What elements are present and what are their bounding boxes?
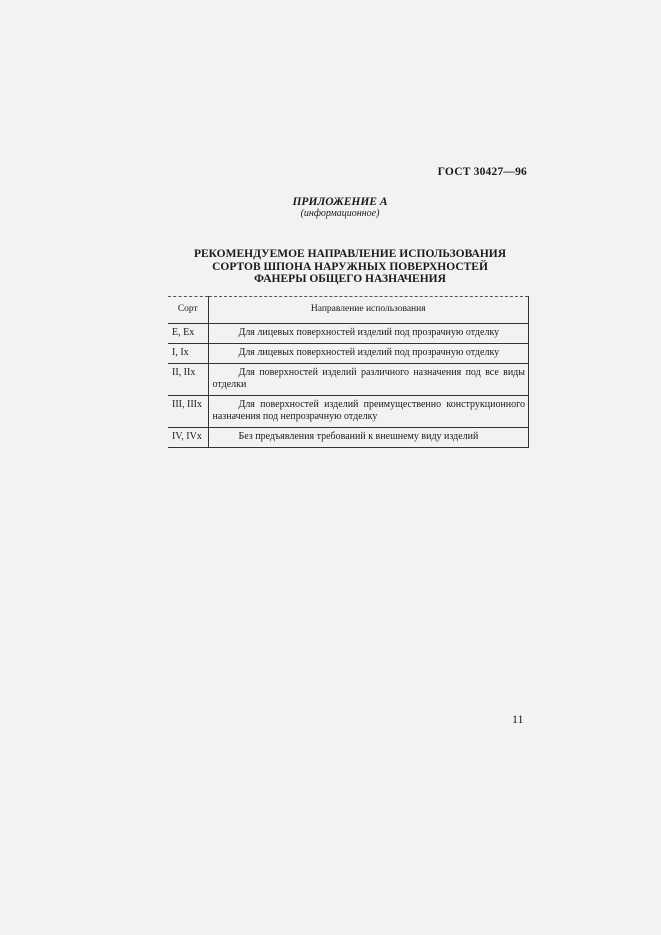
- use-cell: Для лицевых поверхностей изделий под прозрачную отделку: [208, 344, 529, 364]
- use-cell: Для поверхностей изделий различного назначения под все виды отделки: [208, 364, 529, 396]
- annex-subtitle: (информационное): [300, 208, 380, 219]
- section-heading: [0, 248, 661, 286]
- table-row: [168, 428, 529, 448]
- page-number: 11: [512, 712, 524, 726]
- table-row: [168, 396, 529, 428]
- veneer-grades-table: [168, 296, 529, 448]
- annex-title: ПРИЛОЖЕНИЕ А: [292, 196, 388, 208]
- use-cell: Для поверхностей изделий преимущественно конструкционного назначения под непрозрачную отделку: [208, 396, 529, 428]
- use-cell: Для лицевых поверхностей изделий под прозрачную отделку: [208, 324, 529, 344]
- standard-code: ГОСТ 30427—96: [437, 166, 527, 178]
- grade-cell: III, IIIx: [168, 396, 208, 428]
- grade-cell: E, Ex: [168, 324, 208, 344]
- table-header-row: [168, 297, 529, 324]
- table-row: [168, 344, 529, 364]
- table-row: [168, 324, 529, 344]
- heading-line: РЕКОМЕНДУЕМОЕ НАПРАВЛЕНИЕ ИСПОЛЬЗОВАНИЯ: [193, 248, 507, 260]
- column-header-use: Направление использования: [208, 297, 529, 324]
- grade-cell: IV, IVx: [168, 428, 208, 448]
- column-header-grade: Сорт: [168, 297, 208, 324]
- heading-line: СОРТОВ ШПОНА НАРУЖНЫХ ПОВЕРХНОСТЕЙ: [212, 260, 488, 273]
- table-row: [168, 364, 529, 396]
- grade-cell: I, Ix: [168, 344, 208, 364]
- grade-cell: II, IIx: [168, 364, 208, 396]
- use-cell: Без предъявления требований к внешнему виду изделий: [208, 428, 529, 448]
- heading-line: ФАНЕРЫ ОБЩЕГО НАЗНАЧЕНИЯ: [254, 273, 446, 285]
